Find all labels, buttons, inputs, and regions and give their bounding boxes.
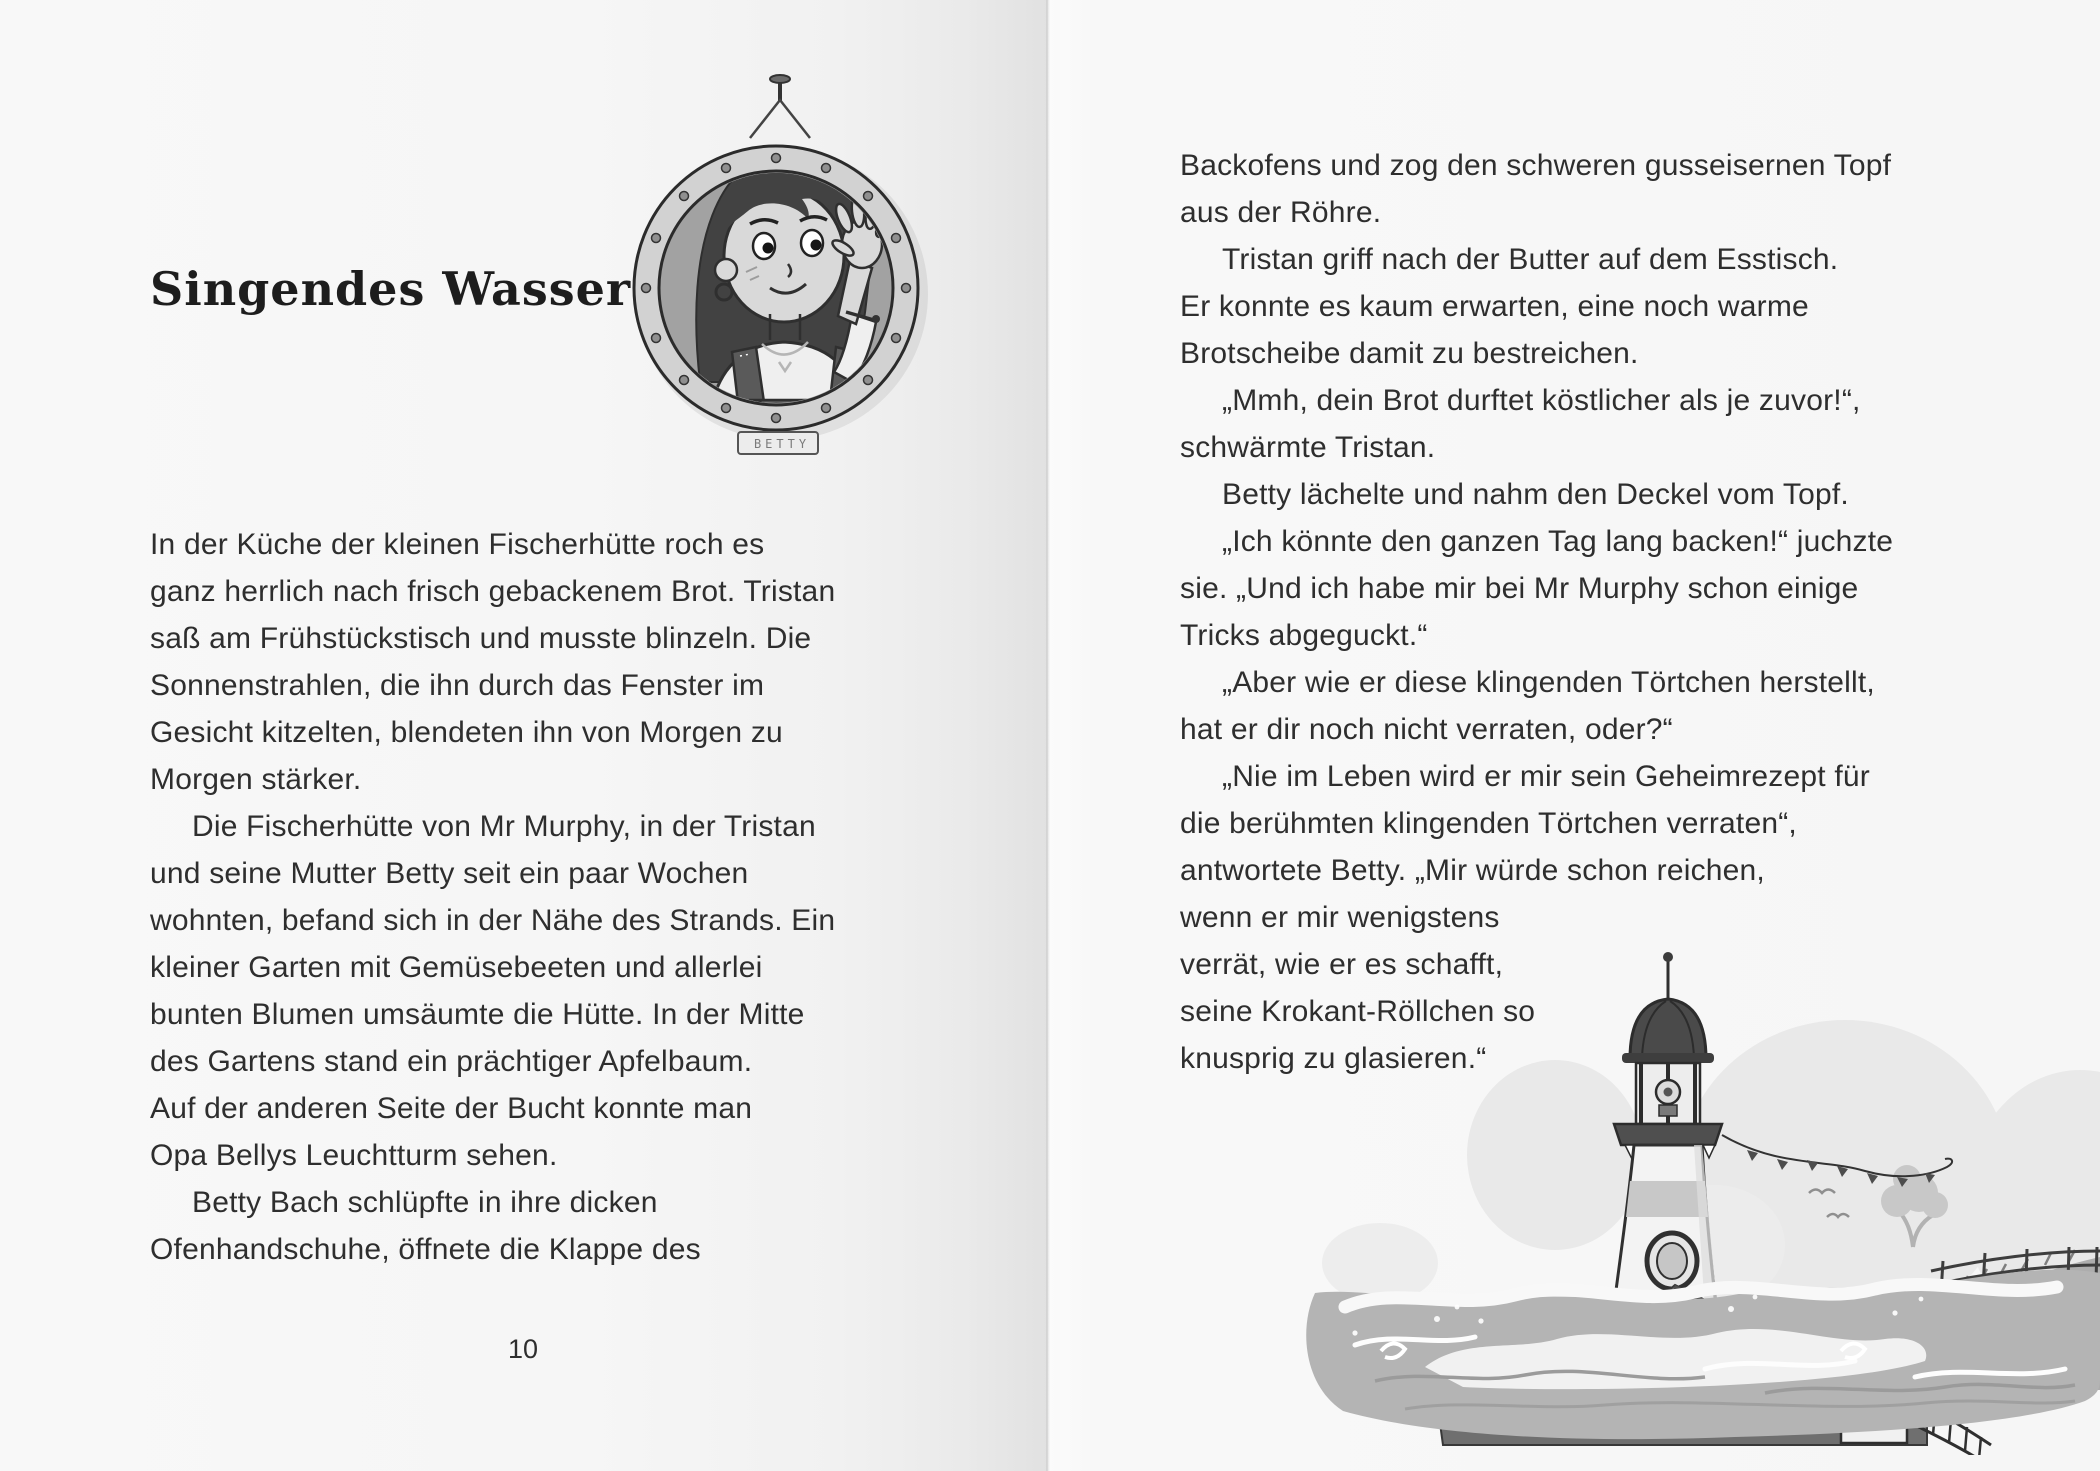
text-line: Betty lächelte und nahm den Deckel vom Topf. — [1222, 478, 1849, 511]
body-text-left — [150, 521, 835, 1273]
text-line: „Mmh, dein Brot durftet köstlicher als je zuvor!“, — [1222, 384, 1861, 417]
text-line: Tricks abgeguckt.“ — [1180, 619, 1428, 652]
text-line: sie. „Und ich habe mir bei Mr Murphy schon einige — [1180, 572, 1859, 605]
text-line: Backofens und zog den schweren gusseisernen Topf — [1180, 149, 1892, 182]
portrait-nameplate — [738, 432, 818, 454]
hanging-nail-icon — [750, 75, 810, 138]
page-right — [1048, 0, 2100, 1471]
text-line: des Gartens stand ein prächtiger Apfelbaum. — [150, 1045, 753, 1078]
portrait-nameplate-label: BETTY — [753, 437, 811, 451]
text-line: Morgen stärker. — [150, 763, 362, 796]
text-line: saß am Frühstückstisch und musste blinzeln. Die — [150, 622, 812, 655]
lighthouse-illustration — [1285, 645, 2100, 1455]
text-line: antwortete Betty. „Mir würde schon reichen, — [1180, 854, 1765, 887]
text-line: aus der Röhre. — [1180, 196, 1382, 229]
chapter-title: Singendes Wasser — [150, 262, 632, 316]
sea — [1306, 1270, 2100, 1439]
text-line: bunten Blumen umsäumte die Hütte. In der Mitte — [150, 998, 805, 1031]
text-line: knusprig zu glasieren.“ — [1180, 1042, 1487, 1075]
text-line: kleiner Garten mit Gemüsebeeten und allerlei — [150, 951, 763, 984]
text-line: Gesicht kitzelten, blendeten ihn von Morgen zu — [150, 716, 783, 749]
text-line: die berühmten klingenden Törtchen verraten“, — [1180, 807, 1797, 840]
text-line: wohnten, befand sich in der Nähe des Strands. Ein — [150, 904, 836, 937]
text-line: verrät, wie er es schafft, — [1180, 948, 1504, 981]
text-line: schwärmte Tristan. — [1180, 431, 1436, 464]
text-line: „Nie im Leben wird er mir sein Geheimrezept für — [1222, 760, 1870, 793]
text-line: In der Küche der kleinen Fischerhütte roch es — [150, 528, 765, 561]
text-line: Die Fischerhütte von Mr Murphy, in der Tristan — [192, 810, 816, 843]
text-line: „Ich könnte den ganzen Tag lang backen!“ juchzte — [1222, 525, 1894, 558]
text-line: Ofenhandschuhe, öffnete die Klappe des — [150, 1233, 701, 1266]
text-line: Opa Bellys Leuchtturm sehen. — [150, 1139, 558, 1172]
betty-portrait-illustration — [612, 72, 948, 480]
text-line: und seine Mutter Betty seit ein paar Wochen — [150, 857, 749, 890]
text-line: hat er dir noch nicht verraten, oder?“ — [1180, 713, 1673, 746]
text-line: Er konnte es kaum erwarten, eine noch warme — [1180, 290, 1809, 323]
text-line: Brotscheibe damit zu bestreichen. — [1180, 337, 1639, 370]
text-line: seine Krokant-Röllchen so — [1180, 995, 1536, 1028]
text-line: „Aber wie er diese klingenden Törtchen herstellt, — [1222, 666, 1875, 699]
text-line: ganz herrlich nach frisch gebackenem Brot. Tristan — [150, 575, 836, 608]
page-left — [0, 0, 1048, 1471]
text-line: wenn er mir wenigstens — [1180, 901, 1500, 934]
text-line: Sonnenstrahlen, die ihn durch das Fenster im — [150, 669, 765, 702]
text-line: Betty Bach schlüpfte in ihre dicken — [192, 1186, 658, 1219]
text-line: Tristan griff nach der Butter auf dem Esstisch. — [1222, 243, 1839, 276]
text-line: Auf der anderen Seite der Bucht konnte man — [150, 1092, 753, 1125]
page-gutter — [1046, 0, 1050, 1471]
page-number: 10 — [507, 1334, 539, 1364]
